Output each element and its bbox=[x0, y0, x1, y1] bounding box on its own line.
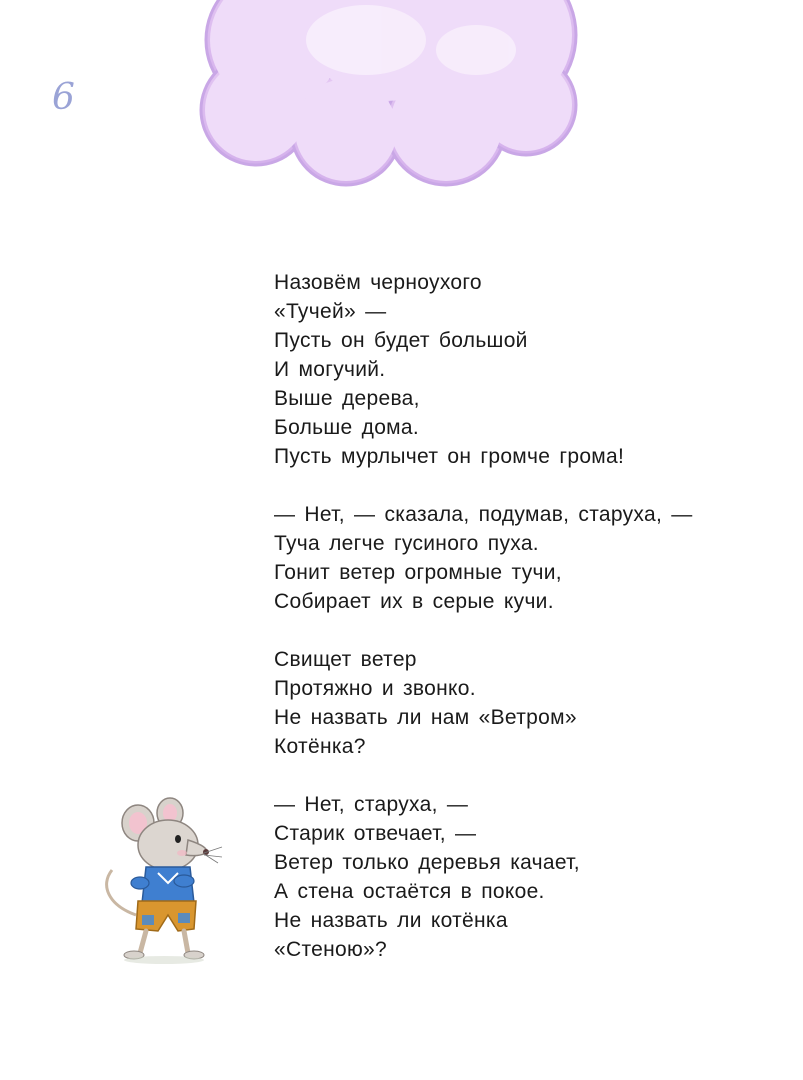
poem-line: Не назвать ли нам «Ветром» bbox=[274, 706, 577, 729]
mouse-illustration bbox=[98, 795, 228, 965]
poem-line: Не назвать ли котёнка bbox=[274, 909, 508, 932]
stanza bbox=[274, 790, 774, 964]
poem-line: Туча легче гусиного пуха. bbox=[274, 532, 539, 555]
poem-line: И могучий. bbox=[274, 358, 386, 381]
poem-line: А стена остаётся в покое. bbox=[274, 880, 545, 903]
poem-text bbox=[274, 268, 774, 993]
poem-line: Старик отвечает, — bbox=[274, 822, 477, 845]
poem-line: Гонит ветер огромные тучи, bbox=[274, 561, 562, 584]
poem-line: «Стеною»? bbox=[274, 938, 387, 961]
poem-line: Больше дома. bbox=[274, 416, 420, 439]
poem-line: — Нет, — сказала, подумав, старуха, — bbox=[274, 503, 693, 526]
poem-line: Протяжно и звонко. bbox=[274, 677, 476, 700]
poem-line: Назовём черноухого bbox=[274, 271, 482, 294]
stanza bbox=[274, 645, 774, 761]
poem-line: — Нет, старуха, — bbox=[274, 793, 469, 816]
page-number: 6 bbox=[52, 77, 75, 118]
poem-line: Свищет ветер bbox=[274, 648, 417, 671]
poem-line: Пусть мурлычет он громче грома! bbox=[274, 445, 625, 468]
poem-line: Пусть он будет большой bbox=[274, 329, 528, 352]
stanza bbox=[274, 500, 774, 616]
poem-line: Выше дерева, bbox=[274, 387, 420, 410]
poem-line: «Тучей» — bbox=[274, 300, 387, 323]
cloud-illustration bbox=[196, 0, 596, 195]
poem-line: Котёнка? bbox=[274, 735, 366, 758]
poem-line: Ветер только деревья качает, bbox=[274, 851, 580, 874]
stanza bbox=[274, 268, 774, 471]
poem-line: Собирает их в серые кучи. bbox=[274, 590, 554, 613]
